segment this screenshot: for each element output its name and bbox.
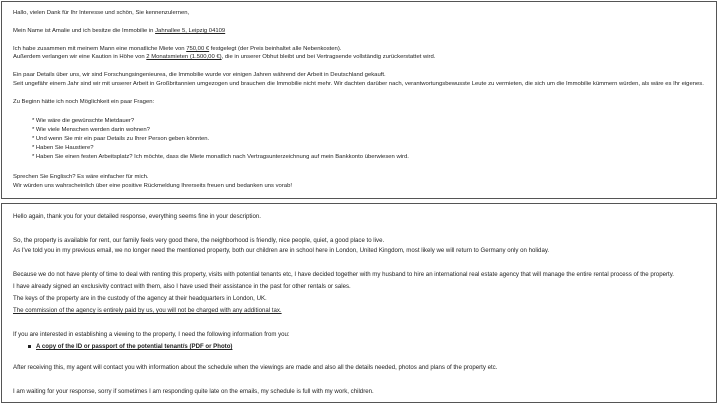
questions-intro: Zu Beginn hätte ich noch Möglichkeit ein paar Fragen: bbox=[13, 99, 155, 105]
intro-text: Mein Name ist Amalie und ich besitze die Immobilie in bbox=[13, 28, 156, 34]
question-item: * Haben Sie Haustiere? bbox=[32, 145, 94, 151]
deposit-text: Außerdem verlangen wir eine Kaution in Höhe von bbox=[13, 54, 147, 60]
bullet-text: A copy of the ID or passport of the potential tenant/s (PDF or Photo) bbox=[36, 343, 233, 350]
rent-line bbox=[13, 46, 341, 53]
greeting-en: Hello again, thank you for your detailed response, everything seems fine in your description. bbox=[13, 213, 261, 220]
rent-text: Ich habe zusammen mit meinem Mann eine monatliche Miete von bbox=[13, 46, 187, 52]
about-line-1: Ein paar Details über uns, wir sind Forschungsingenieurea, die Immobilie wurde vor einigen Jahren während der Arbeit in Deutschland gekauft. bbox=[13, 72, 386, 78]
paragraph: As I've told you in my previous email, we no longer need the mentioned property, both our children are in school here in London, United Kingdom, most likely we will return to Germany only on holiday. bbox=[13, 247, 550, 254]
english-email-panel bbox=[1, 203, 717, 403]
paragraph: After receiving this, my agent will contact you with information about the schedule when the viewings are made and also all the details needed, photos and plans of the property etc. bbox=[13, 364, 498, 371]
deposit-line bbox=[13, 54, 435, 61]
paragraph: So, the property is available for rent, our family feels very good there, the neighborhood is friendly, nice people, quiet, a good place to live. bbox=[13, 237, 385, 244]
paragraph: If you are interested in establishing a viewing to the property, I need the following information from you: bbox=[13, 331, 290, 338]
commission-note: The commission of the agency is entirely paid by us, you will not be charged with any additional tax. bbox=[13, 307, 282, 314]
paragraph: Because we do not have plenty of time to deal with renting this property, visits with potential tenants etc, I have decided together with my husband to hire an international real estate agency that will manage the entire rental process of the property. bbox=[13, 271, 674, 278]
paragraph: I have already signed an exclusivity contract with them, also I have used their assistance in the past for other rentals or sales. bbox=[13, 283, 351, 290]
deposit-text-end: , die in unserer Obhut bleibt und bei Vertragsende vollständig zurückerstattet wird. bbox=[221, 54, 436, 60]
about-line-2: Seit ungefähr einem Jahr sind wir mit unserer Arbeit in Großbritannien umgezogen und brauchen die Immobilie nicht mehr. Wir dachten darüber nach, verantwortungsbewusste Leute zu vermieten, die sich um die Immobilie kümmern würden, als wäre es Ihr eigenes. bbox=[13, 81, 704, 87]
question-item: * Wie wäre die gewünschte Mietdauer? bbox=[32, 118, 135, 124]
question-item: * Haben Sie einen festen Arbeitsplatz? Ich möchte, dass die Miete monatlich nach Vertragsunterzeichnung auf mein Bankkonto überwiesen wird. bbox=[32, 154, 409, 160]
german-email-panel bbox=[1, 1, 717, 199]
address-link[interactable]: Jahnallee 5, Leipzig 04109 bbox=[155, 28, 226, 34]
rent-amount: 750,00 € bbox=[186, 46, 210, 52]
closing-de: Wir würden uns wahrscheinlich über eine positive Rückmeldung Ihrerseits freuen und bedanken uns vorab! bbox=[13, 183, 292, 189]
greeting-de: Hallo, vielen Dank für Ihr Interesse und schön, Sie kennenzulernen, bbox=[13, 10, 190, 16]
deposit-amount: 2 Monatsmieten (1.500,00 €) bbox=[146, 54, 222, 60]
paragraph: The keys of the property are in the custody of the agency at their headquarters in London, UK. bbox=[13, 295, 267, 302]
bullet-item bbox=[28, 343, 232, 350]
question-item: * Und wenn Sie mir ein paar Details zu Ihrer Person geben könnten. bbox=[32, 136, 210, 142]
bullet-icon bbox=[28, 345, 31, 348]
intro-line bbox=[13, 28, 225, 35]
rent-text-end: festgelegt (der Preis beinhaltet alle Nebenkosten). bbox=[209, 46, 342, 52]
english-question: Sprechen Sie Englisch? Es wäre einfacher für mich. bbox=[13, 174, 149, 180]
paragraph: I am waiting for your response, sorry if sometimes I am responding quite late on the emails, my schedule is full with my work, children. bbox=[13, 388, 374, 395]
question-item: * Wie viele Menschen werden darin wohnen? bbox=[32, 127, 150, 133]
